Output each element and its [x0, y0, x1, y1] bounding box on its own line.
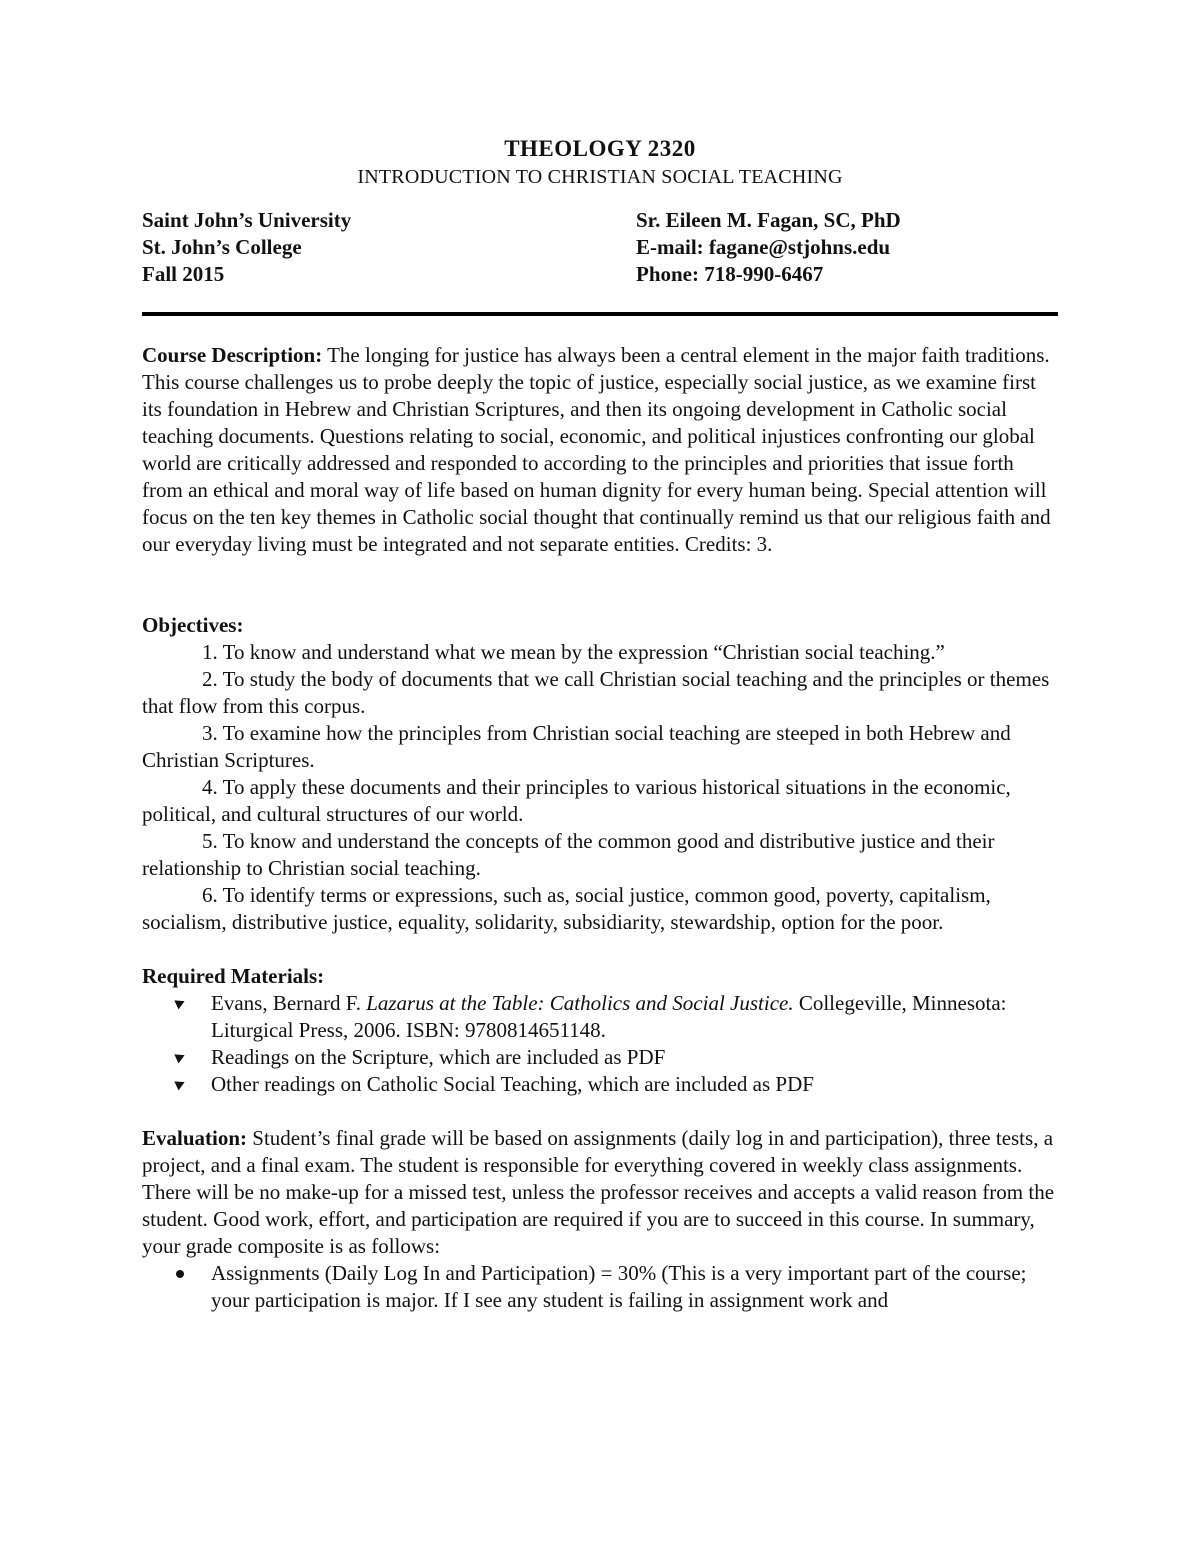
instructor-phone: Phone: 718-990-6467 — [636, 262, 824, 286]
list-item — [142, 990, 1058, 1044]
institution-info — [142, 207, 636, 288]
course-description — [142, 342, 1058, 558]
objective-item: 1. To know and understand what we mean by the expression “Christian social teaching.” — [202, 640, 945, 664]
objectives-label: Objectives: — [142, 613, 244, 637]
objective-item: 3. To examine how the principles from Christian social teaching are steeped in both Hebrew and Christian Scriptures. — [142, 721, 1011, 772]
course-title: THEOLOGY 2320 — [504, 136, 696, 161]
syllabus-page — [142, 135, 1058, 1314]
required-materials-label: Required Materials: — [142, 964, 325, 988]
list-item — [142, 1044, 1058, 1071]
list-item — [142, 1071, 1058, 1098]
evaluation-text: Student’s final grade will be based on assignments (daily log in and participation), three tests, a project, and a final exam. The student is responsible for everything covered in weekly class assignments. There will be no make-up for a missed test, unless the professor receives and accepts a valid reason from the student. Good work, effort, and participation are required if you are to succeed in this course. In summary, your grade composite is as follows: — [142, 1126, 1055, 1258]
arrow-bullet-icon — [176, 1071, 185, 1098]
objectives-section — [142, 612, 1058, 936]
dot-bullet-icon — [176, 1260, 184, 1287]
course-header-info — [142, 207, 1058, 288]
objective-item: 4. To apply these documents and their principles to various historical situations in the economic, political, and cultural structures of our world. — [142, 775, 1011, 826]
header-divider — [142, 312, 1058, 316]
arrow-bullet-icon — [176, 1044, 185, 1071]
course-description-text: The longing for justice has always been a central element in the major faith traditions. This course challenges us to probe deeply the topic of justice, especially social justice, as we examine first its foundation in Hebrew and Christian Scriptures, and then its ongoing development in Catholic social teaching documents. Questions relating to social, economic, and political injustices confronting our global world are critically addressed and responded to according to the principles and priorities that issue forth from an ethical and moral way of life based on human dignity for every human being. Special attention will focus on the ten key themes in Catholic social thought that continually remind us that our religious faith and our everyday living must be integrated and not separate entities. Credits: 3. — [142, 343, 1051, 556]
list-item — [142, 1260, 1058, 1314]
university-name: Saint John’s University — [142, 208, 352, 232]
book-title: Lazarus at the Table: Catholics and Social Justice. — [366, 991, 794, 1015]
course-description-label: Course Description: — [142, 343, 323, 367]
instructor-info — [636, 207, 1058, 288]
evaluation-label: Evaluation: — [142, 1126, 248, 1150]
required-materials-section — [142, 963, 1058, 1098]
college-name: St. John’s College — [142, 235, 302, 259]
objective-item: 6. To identify terms or expressions, such as, social justice, common good, poverty, capitalism, socialism, distributive justice, equality, solidarity, subsidiarity, stewardship, option for the poor. — [142, 883, 991, 934]
instructor-email: E-mail: fagane@stjohns.edu — [636, 235, 891, 259]
objective-item: 2. To study the body of documents that we call Christian social teaching and the principles or themes that flow from this corpus. — [142, 667, 1050, 718]
book-publication: Collegeville, Minnesota: Liturgical Press, 2006. ISBN: 9780814651148. — [211, 991, 1007, 1042]
objective-item: 5. To know and understand the concepts of the common good and distributive justice and their relationship to Christian social teaching. — [142, 829, 995, 880]
materials-list — [142, 990, 1058, 1098]
material-text: Other readings on Catholic Social Teaching, which are included as PDF — [211, 1072, 814, 1096]
book-author: Evans, Bernard F. — [211, 991, 367, 1015]
grade-composite-list — [142, 1260, 1058, 1314]
arrow-bullet-icon — [176, 990, 185, 1017]
instructor-name: Sr. Eileen M. Fagan, SC, PhD — [636, 208, 901, 232]
course-subtitle: INTRODUCTION TO CHRISTIAN SOCIAL TEACHING — [357, 166, 843, 188]
evaluation-section — [142, 1125, 1058, 1260]
term: Fall 2015 — [142, 262, 225, 286]
grade-item-text: Assignments (Daily Log In and Participation) = 30% (This is a very important part of the course; your participation is major. If I see any student is failing in assignment work and — [211, 1261, 1027, 1312]
material-text: Readings on the Scripture, which are included as PDF — [211, 1045, 666, 1069]
